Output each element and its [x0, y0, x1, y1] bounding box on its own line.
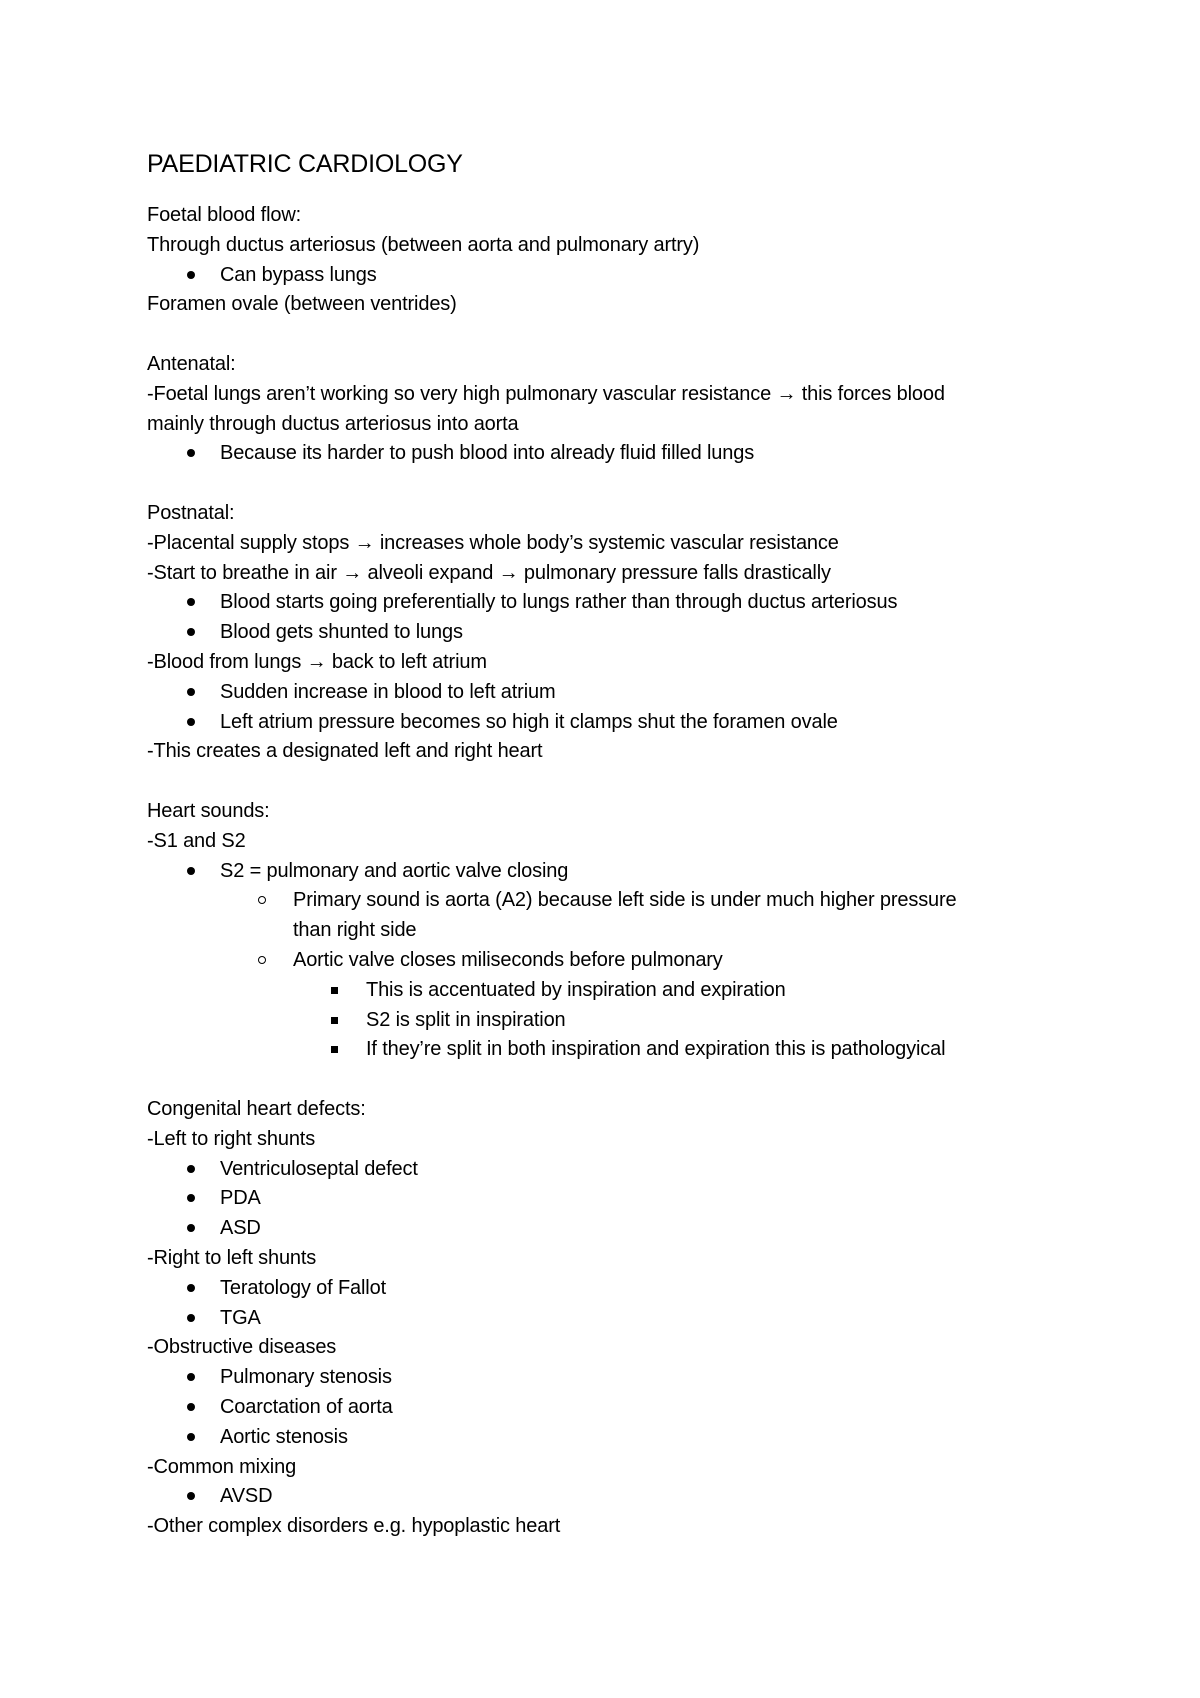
- line-text: -This creates a designated left and right heart: [147, 740, 543, 763]
- line-text: Teratology of Fallot: [220, 1276, 386, 1299]
- bullet-circle-icon: [258, 896, 266, 904]
- bullet-disc-icon: [187, 1403, 195, 1411]
- bullet-disc-icon: [187, 1224, 195, 1232]
- line-text: Foetal blood flow:: [147, 204, 302, 226]
- bullet-disc-icon: [187, 1165, 195, 1173]
- line-text: Congenital heart defects:: [147, 1098, 366, 1120]
- line-text: Because its harder to push blood into already fluid filled lungs: [220, 442, 755, 465]
- line-text: -Other complex disorders e.g. hypoplastic heart: [147, 1515, 561, 1538]
- bullet-disc-icon: [187, 271, 195, 279]
- line-text: -Right to left shunts: [147, 1247, 317, 1269]
- line-text: -Left to right shunts: [147, 1127, 316, 1150]
- line-text: This is accentuated by inspiration and expiration: [366, 978, 786, 1001]
- bullet-disc-icon: [187, 628, 195, 636]
- line-text: Blood starts going preferentially to lungs rather than through ductus arteriosus: [220, 591, 898, 614]
- line-text: PDA: [220, 1187, 261, 1210]
- line-text: Can bypass lungs: [220, 263, 377, 286]
- line-text: Postnatal:: [147, 502, 235, 524]
- line-text: -Placental supply stops → increases whole body’s systemic vascular resistance: [147, 531, 839, 554]
- line-text: AVSD: [220, 1485, 273, 1508]
- line-text: Aortic valve closes miliseconds before pulmonary: [293, 949, 723, 971]
- line-text: Aortic stenosis: [220, 1425, 348, 1448]
- line-text: -S1 and S2: [147, 829, 246, 852]
- line-text: Blood gets shunted to lungs: [220, 621, 463, 644]
- line-text: -Foetal lungs aren’t working so very high pulmonary vascular resistance → this forces blood: [147, 382, 945, 405]
- bullet-circle-icon: [258, 956, 266, 964]
- bullet-disc-icon: [187, 1194, 195, 1202]
- bullet-disc-icon: [187, 688, 195, 696]
- line-text: TGA: [220, 1306, 261, 1329]
- line-text: -Obstructive diseases: [147, 1336, 337, 1359]
- line-text: If they’re split in both inspiration and expiration this is pathologyical: [366, 1038, 946, 1061]
- bullet-disc-icon: [187, 598, 195, 606]
- line-text: S2 is split in inspiration: [366, 1008, 566, 1031]
- line-text: mainly through ductus arteriosus into aorta: [147, 412, 519, 435]
- bullet-disc-icon: [187, 1492, 195, 1500]
- line-text: -Blood from lungs → back to left atrium: [147, 651, 487, 673]
- line-text: Primary sound is aorta (A2) because left side is under much higher pressure: [293, 889, 957, 912]
- line-text: Antenatal:: [147, 353, 236, 375]
- bullet-disc-icon: [187, 1314, 195, 1322]
- line-text: ASD: [220, 1217, 261, 1240]
- line-text: than right side: [293, 919, 417, 942]
- line-text: -Start to breathe in air → alveoli expand → pulmonary pressure falls drastically: [147, 561, 831, 584]
- line-text: Through ductus arteriosus (between aorta and pulmonary artry): [147, 233, 700, 256]
- line-text: Left atrium pressure becomes so high it clamps shut the foramen ovale: [220, 710, 838, 733]
- bullet-disc-icon: [187, 1433, 195, 1441]
- line-text: S2 = pulmonary and aortic valve closing: [220, 859, 569, 882]
- bullet-disc-icon: [187, 867, 195, 875]
- bullet-disc-icon: [187, 718, 195, 726]
- page-title: PAEDIATRIC CARDIOLOGY: [147, 150, 463, 178]
- line-text: Sudden increase in blood to left atrium: [220, 680, 556, 703]
- bullet-square-icon: [331, 1017, 338, 1024]
- bullet-disc-icon: [187, 1284, 195, 1292]
- bullet-square-icon: [331, 1046, 338, 1053]
- line-text: Pulmonary stenosis: [220, 1366, 392, 1389]
- bullet-disc-icon: [187, 1373, 195, 1381]
- line-text: Heart sounds:: [147, 800, 270, 822]
- line-text: Foramen ovale (between ventrides): [147, 293, 457, 316]
- line-text: Ventriculoseptal defect: [220, 1157, 418, 1180]
- bullet-square-icon: [331, 987, 338, 994]
- line-text: Coarctation of aorta: [220, 1396, 393, 1418]
- bullet-disc-icon: [187, 449, 195, 457]
- line-text: -Common mixing: [147, 1455, 297, 1478]
